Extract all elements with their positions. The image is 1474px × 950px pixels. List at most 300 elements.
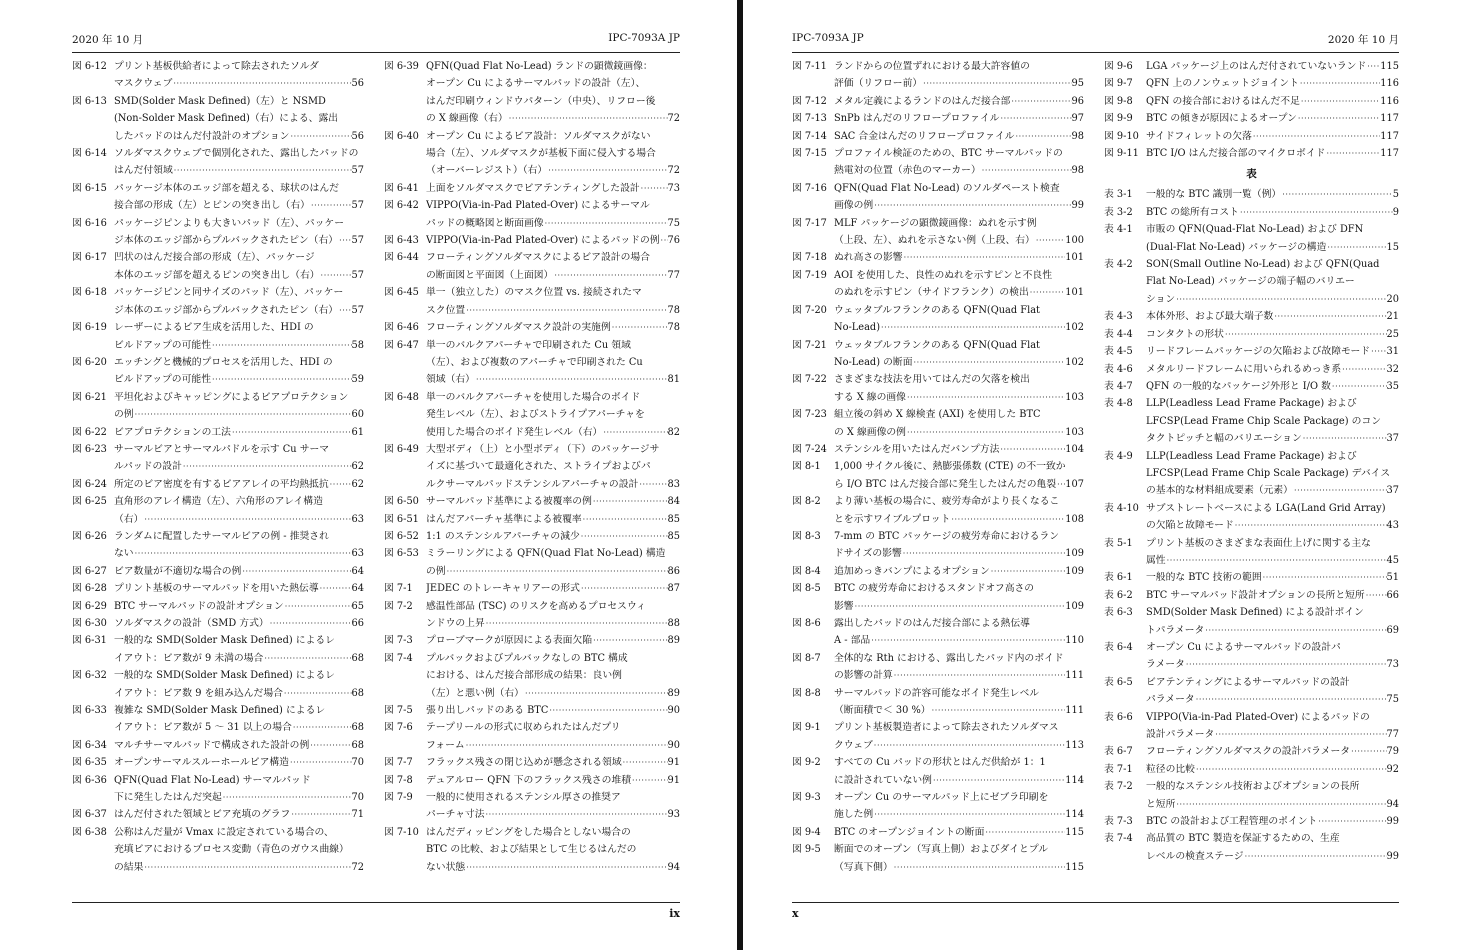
entry-text: ビア数量が不適切な場合の例 (114, 565, 242, 577)
toc-entry (72, 284, 364, 319)
entry-line (1146, 430, 1399, 447)
entry-number: 表 7-4 (1104, 833, 1133, 845)
entry-text: オープンサーマルスルーホールビア構造 (114, 757, 289, 769)
entry-text: 単一（独立した）のマスク位置 vs. 接続されたマ (426, 287, 642, 299)
dot-leader (508, 110, 668, 127)
toc-entry (72, 737, 364, 754)
entry-page-number: 96 (1071, 95, 1084, 107)
entry-text: 一般的な BTC 技術の範囲 (1146, 572, 1262, 584)
entry-page-number: 70 (351, 792, 364, 804)
toc-entry (72, 215, 364, 250)
entry-text: の X 線画像の例 (834, 426, 906, 438)
entry-line (834, 650, 1084, 667)
toc-entry (1104, 500, 1399, 535)
entry-title (1146, 395, 1399, 447)
entry-page-number: 101 (1065, 287, 1084, 299)
entry-line (426, 458, 680, 475)
dot-leader (465, 859, 667, 876)
entry-page-number: 114 (1065, 774, 1084, 786)
entry-line (834, 476, 1084, 493)
entry-title (114, 476, 364, 493)
entry-line (1146, 778, 1399, 795)
toc-entry (384, 632, 680, 649)
entry-line (114, 424, 364, 441)
entry-line (1146, 465, 1399, 482)
entry-page-number: 57 (351, 304, 364, 316)
entry-line (834, 458, 1084, 475)
entry-text: パッケージピンよりも大きいパッド（左）、パッケー (114, 217, 345, 229)
entry-page-number: 64 (351, 583, 364, 595)
entry-title (834, 215, 1084, 250)
entry-line (1146, 709, 1399, 726)
entry-title (834, 302, 1084, 337)
entry-line (1146, 204, 1399, 221)
dot-leader (1195, 761, 1387, 778)
entry-page-number: 56 (351, 78, 364, 90)
entry-title (114, 58, 364, 93)
toc-entry (1104, 75, 1399, 92)
entry-number: 図 6-34 (72, 739, 107, 751)
entry-text: テープリールの形式に収められたはんだプリ (426, 722, 621, 734)
entry-line (426, 650, 680, 667)
entry-line (1146, 378, 1399, 395)
entry-line (1146, 552, 1399, 569)
entry-number: 図 8-2 (792, 496, 821, 508)
entry-page-number: 37 (1386, 485, 1399, 497)
entry-text: SMD(Solder Mask Defined) による設計ポイン (1146, 607, 1364, 619)
entry-text: 1:1 のステンシルアパーチャの減少 (426, 530, 580, 542)
entry-text: ウェッタブルフランクのある QFN(Quad Flat (834, 304, 1040, 316)
dot-leader (602, 424, 667, 441)
entry-title (834, 841, 1084, 876)
entry-line (114, 545, 364, 562)
dot-leader (631, 772, 668, 789)
entry-number: 図 6-40 (384, 130, 419, 142)
entry-text: パーチャ寸法 (426, 809, 485, 821)
entry-title (1146, 813, 1399, 830)
entry-title (114, 632, 364, 667)
entry-line (114, 476, 364, 493)
entry-line (834, 441, 1084, 458)
entry-text: 公称はんだ量が Vmax に設定されている場合の、 (114, 826, 334, 838)
toc-entry (72, 249, 364, 284)
entry-number: 図 9-5 (792, 844, 821, 856)
entry-number: 図 9-10 (1104, 130, 1139, 142)
entry-text: はんだアパーチャ基準による被覆率 (426, 513, 582, 525)
toc-entry (792, 337, 1084, 372)
entry-line (834, 859, 1084, 876)
entry-page-number: 104 (1065, 443, 1084, 455)
entry-text: 一般的な SMD(Solder Mask Defined) によるレ (114, 670, 335, 682)
entry-line (1146, 326, 1399, 343)
entry-text: フローティングソルダマスク設計の実施例 (426, 322, 611, 334)
entry-line (426, 371, 680, 388)
entry-line (1146, 110, 1399, 127)
dot-leader (172, 75, 351, 92)
entry-text: BTC I/O はんだ接合部のマイクロボイド (1146, 148, 1326, 160)
toc-entry (72, 319, 364, 354)
dot-leader (320, 267, 352, 284)
entry-line (834, 58, 1084, 75)
entry-text: ドサイズの影響 (834, 548, 902, 560)
entry-line (426, 806, 680, 823)
dot-leader (893, 859, 1066, 876)
dot-leader (990, 563, 1066, 580)
entry-page-number: 111 (1065, 670, 1084, 682)
dot-leader (1175, 291, 1386, 308)
entry-text: No-Lead) の断面 (834, 356, 913, 368)
entry-text: 本体外形、および最大端子数 (1146, 311, 1274, 323)
entry-line (834, 806, 1084, 823)
dot-leader (1299, 75, 1380, 92)
toc-entry (792, 650, 1084, 685)
entry-number: 表 4-6 (1104, 363, 1133, 375)
header-date: 2020 年 10 月 (1327, 34, 1399, 46)
toc-entry (1104, 587, 1399, 604)
entry-page-number: 65 (351, 600, 364, 612)
entry-line (834, 702, 1084, 719)
entry-page-number: 107 (1065, 478, 1084, 490)
entry-number: 図 9-11 (1104, 148, 1139, 160)
dot-leader (1297, 110, 1380, 127)
entry-text: 一般的なステンシル技術およびオプションの長所 (1146, 781, 1360, 793)
entry-line (426, 197, 680, 214)
toc-entry (384, 719, 680, 754)
entry-title (114, 528, 364, 563)
entry-number: 図 6-14 (72, 148, 107, 160)
toc-entry (792, 58, 1084, 93)
toc-entry (1104, 761, 1399, 778)
dot-leader (310, 197, 352, 214)
entry-text: 高品質の BTC 製造を保証するための、生産 (1146, 833, 1340, 845)
entry-number: 図 7-1 (384, 583, 413, 595)
toc-entry (1104, 639, 1399, 674)
toc-entry (1104, 128, 1399, 145)
entry-number: 図 8-7 (792, 652, 821, 664)
entry-page-number: 102 (1065, 356, 1084, 368)
toc-entry (384, 598, 680, 633)
toc-entry (1104, 145, 1399, 162)
entry-title (1146, 145, 1399, 162)
dot-leader (873, 737, 1066, 754)
entry-line (114, 337, 364, 354)
dot-leader (134, 406, 352, 423)
toc-entry (1104, 378, 1399, 395)
entry-title (1146, 709, 1399, 744)
entry-text: ラメータ (1146, 659, 1185, 671)
entry-line (834, 789, 1084, 806)
entry-line (426, 424, 680, 441)
toc-entry (384, 789, 680, 824)
entry-line (1146, 535, 1399, 552)
entry-number: 図 7-22 (792, 374, 827, 386)
entry-text: VIPPO(Via-in-Pad Plated-Over) によるサーマル (426, 200, 650, 212)
entry-page-number: 70 (351, 757, 364, 769)
entry-text: サイドフィレットの欠落 (1146, 130, 1252, 142)
dot-leader (173, 162, 352, 179)
entry-page-number: 56 (351, 130, 364, 142)
entry-line (426, 476, 680, 493)
toc-entry (1104, 361, 1399, 378)
entry-line (1146, 500, 1399, 517)
entry-text: パッケージ本体のエッジ部を超える、球状のはんだ (114, 182, 339, 194)
entry-text: BTC の総所有コスト (1146, 206, 1239, 218)
entry-page-number: 75 (667, 217, 680, 229)
dot-leader (284, 598, 352, 615)
entry-title (114, 319, 364, 354)
entry-page-number: 57 (351, 200, 364, 212)
entry-title (114, 702, 364, 737)
entry-line (834, 632, 1084, 649)
toc-entry (72, 389, 364, 424)
entry-text: (Non-Solder Mask Defined)（右）による、露出 (114, 113, 339, 125)
entry-text: プリント基板供給者によって除去されたソルダ (114, 61, 319, 72)
entry-line (114, 319, 364, 336)
entry-line (426, 754, 680, 771)
entry-line (426, 93, 680, 110)
entry-number: 図 6-22 (72, 426, 107, 438)
entry-title (1146, 343, 1399, 360)
entry-line (834, 424, 1084, 441)
entry-page-number: 62 (351, 461, 364, 473)
entry-line (834, 615, 1084, 632)
entry-title (426, 772, 680, 789)
entry-text: パッケージピンと同サイズのパッド（左）、パッケー (114, 287, 344, 299)
dot-leader (329, 476, 352, 493)
entry-line (1146, 743, 1399, 760)
entry-line (426, 667, 680, 684)
entry-number: 図 7-7 (384, 757, 413, 769)
entry-text: サーマルビアとサーマルパドルを示す Cu サーマ (114, 443, 330, 455)
dot-leader (309, 737, 351, 754)
entry-line (426, 406, 680, 423)
dot-leader (1204, 622, 1386, 639)
entry-line (114, 632, 364, 649)
entry-page-number: 72 (351, 861, 364, 873)
entry-text: （左）、および複数のアパーチャで印刷された Cu (426, 356, 643, 368)
entry-text: LFCSP(Lead Frame Chip Scale Package) のコン (1146, 415, 1382, 427)
entry-title (426, 197, 680, 232)
entry-number: 表 3-1 (1104, 189, 1133, 201)
entry-line (1146, 239, 1399, 256)
dot-leader (269, 615, 352, 632)
entry-line (834, 128, 1084, 145)
entry-text: の結果 (114, 861, 144, 873)
toc-column (1104, 58, 1399, 865)
entry-page-number: 15 (1386, 241, 1399, 253)
toc-entry (1104, 343, 1399, 360)
entry-title (114, 249, 364, 284)
toc-entry (384, 772, 680, 789)
entry-page-number: 66 (351, 618, 364, 629)
entry-text: プルバックおよびプルバックなしの BTC 構成 (426, 652, 628, 664)
entry-title (426, 58, 680, 128)
entry-page-number: 72 (667, 113, 680, 125)
entry-title (426, 180, 680, 197)
entry-line (426, 598, 680, 615)
toc-entry (72, 180, 364, 215)
entry-line (426, 615, 680, 632)
dot-leader (289, 754, 352, 771)
entry-text: ランドからの位置ずれにおける最大許容値の (834, 61, 1030, 72)
entry-title (834, 145, 1084, 180)
entry-line (426, 58, 680, 75)
entry-title (114, 493, 364, 528)
entry-text: タクトピッチと幅のバリエーション (1146, 433, 1302, 445)
entry-page-number: 31 (1386, 346, 1399, 358)
entry-page-number: 91 (667, 774, 680, 786)
entry-text: 下に発生したはんだ突起 (114, 792, 222, 804)
entry-title (114, 615, 364, 632)
toc-entry (1104, 308, 1399, 325)
entry-text: 凹状のはんだ接合部の形成（左）、パッケージ (114, 252, 315, 264)
entry-text: とを示すワイブルプロット (834, 513, 951, 525)
entry-text: さまざまな技法を用いてはんだの欠落を検出 (834, 374, 1030, 386)
dot-leader (1281, 186, 1393, 203)
dot-leader (1166, 552, 1387, 569)
dot-leader (1252, 128, 1380, 145)
entry-line (114, 354, 364, 371)
entry-line (426, 702, 680, 719)
entry-text: プローブマークが原因による表面欠陥 (426, 635, 593, 647)
entry-text: 露出したパッドのはんだ接合部による熱伝導 (834, 618, 1030, 629)
entry-number: 図 7-14 (792, 130, 827, 142)
entry-text: 充填ビアにおけるプロセス変動（青色のガウス曲線） (114, 844, 349, 856)
entry-line (834, 528, 1084, 545)
entry-text: ジ本体のエッジ部からプルバックされたピン（右） (114, 304, 339, 316)
entry-number: 図 6-20 (72, 356, 107, 368)
entry-line (426, 493, 680, 510)
entry-number: 図 6-43 (384, 235, 419, 247)
entry-text: はんだ付された領域とビア充填のグラフ (114, 809, 291, 821)
entry-line (114, 249, 364, 266)
entry-number: 図 8-5 (792, 583, 821, 595)
entry-page-number: 45 (1386, 554, 1399, 566)
entry-text: と短所 (1146, 798, 1176, 810)
entry-line (114, 145, 364, 162)
toc-entry (1104, 674, 1399, 709)
dot-leader (1365, 587, 1387, 604)
entry-page-number: 20 (1386, 293, 1399, 305)
entry-number: 図 6-29 (72, 600, 107, 612)
toc-entry (384, 511, 680, 528)
entry-number: 図 7-9 (384, 792, 413, 804)
entry-number: 図 9-8 (1104, 95, 1133, 107)
entry-title (1146, 361, 1399, 378)
entry-line (834, 267, 1084, 284)
entry-number: 図 6-53 (384, 548, 419, 560)
toc-entry (384, 441, 680, 493)
entry-number: 図 7-18 (792, 252, 827, 264)
entry-line (114, 110, 364, 127)
entry-line (114, 302, 364, 319)
entry-page-number: 61 (351, 426, 364, 438)
entry-text: イアウト：ビア数が 9 未満の場合 (114, 652, 264, 664)
entry-text: オープン Cu によるサーマルパッドの設計（左）、 (426, 78, 646, 90)
entry-number: 表 7-1 (1104, 763, 1133, 775)
entry-line (114, 563, 364, 580)
entry-number: 図 9-9 (1104, 113, 1133, 125)
entry-line (114, 162, 364, 179)
entry-number: 図 6-51 (384, 513, 419, 525)
entry-title (114, 824, 364, 876)
toc-entry (792, 824, 1084, 841)
entry-page-number: 75 (1386, 694, 1399, 706)
entry-text: 全体的な Rth における、露出したパッド内のボイド (834, 652, 1064, 664)
entry-line (1146, 93, 1399, 110)
entry-text: SON(Small Outline No-Lead) および QFN(Quad (1146, 259, 1380, 271)
entry-title (114, 754, 364, 771)
entry-text: JEDEC のトレーキャリアーの形式 (426, 583, 580, 595)
toc-entry (72, 615, 364, 632)
entry-number: 図 6-44 (384, 252, 419, 264)
entry-line (834, 75, 1084, 92)
entry-text: （断面積で＜ 30 %） (834, 705, 931, 717)
entry-line (426, 841, 680, 858)
entry-line (1146, 848, 1399, 865)
dot-leader (1262, 569, 1387, 586)
entry-page-number: 115 (1065, 861, 1084, 873)
entry-number: 図 6-36 (72, 774, 107, 786)
entry-title (834, 493, 1084, 528)
entry-line (1146, 361, 1399, 378)
entry-text: ウェッタブルフランクのある QFN(Quad Flat (834, 339, 1040, 351)
entry-text: 一般的な SMD(Solder Mask Defined) によるレ (114, 635, 335, 647)
dot-leader (1010, 93, 1071, 110)
entry-title (426, 719, 680, 754)
entry-text: ビルドアップの可能性 (114, 339, 211, 351)
toc-entry (72, 824, 364, 876)
entry-line (1146, 674, 1399, 691)
entry-line (114, 128, 364, 145)
entry-title (426, 128, 680, 180)
entry-line (114, 650, 364, 667)
entry-line (834, 719, 1084, 736)
entry-page-number: 94 (1386, 798, 1399, 810)
entry-title (1146, 761, 1399, 778)
entry-line (834, 545, 1084, 562)
entry-title (1146, 75, 1399, 92)
entry-number: 図 7-2 (384, 600, 413, 612)
entry-number: 図 7-11 (792, 61, 827, 72)
entry-text: ビルドアップの可能性 (114, 374, 211, 386)
toc-entry (384, 650, 680, 702)
entry-text: マスクウェブ (114, 78, 173, 90)
entry-number: 図 6-24 (72, 478, 107, 490)
entry-line (834, 145, 1084, 162)
entry-text: 1,000 サイクル後に、熱膨張係数 (CTE) の不一致か (834, 461, 1066, 473)
entry-line (426, 389, 680, 406)
entry-title (114, 93, 364, 145)
entry-line (1146, 448, 1399, 465)
toc-entry (1104, 58, 1399, 75)
dot-leader (475, 371, 668, 388)
dot-leader (913, 354, 1066, 371)
entry-text: ション (1146, 293, 1176, 305)
toc-entry (792, 441, 1084, 458)
toc-entry (792, 493, 1084, 528)
toc-entry (1104, 256, 1399, 308)
entry-number: 図 7-23 (792, 409, 827, 421)
entry-text: ソルダマスクウェブで個別化された、露出したパッドの (114, 148, 359, 160)
entry-text: オープン Cu のサーマルパッド上にゼブラ印刷を (834, 792, 1049, 804)
entry-text: VIPPO(Via-in-Pad Plated-Over) によるパッドの例 (426, 235, 660, 247)
dot-leader (580, 528, 668, 545)
entry-line (834, 406, 1084, 423)
entry-text: パッドの概略図と断面画像 (426, 217, 544, 229)
entry-text: フローティングソルダマスクの設計パラメータ (1146, 746, 1351, 758)
dot-leader (143, 511, 351, 528)
